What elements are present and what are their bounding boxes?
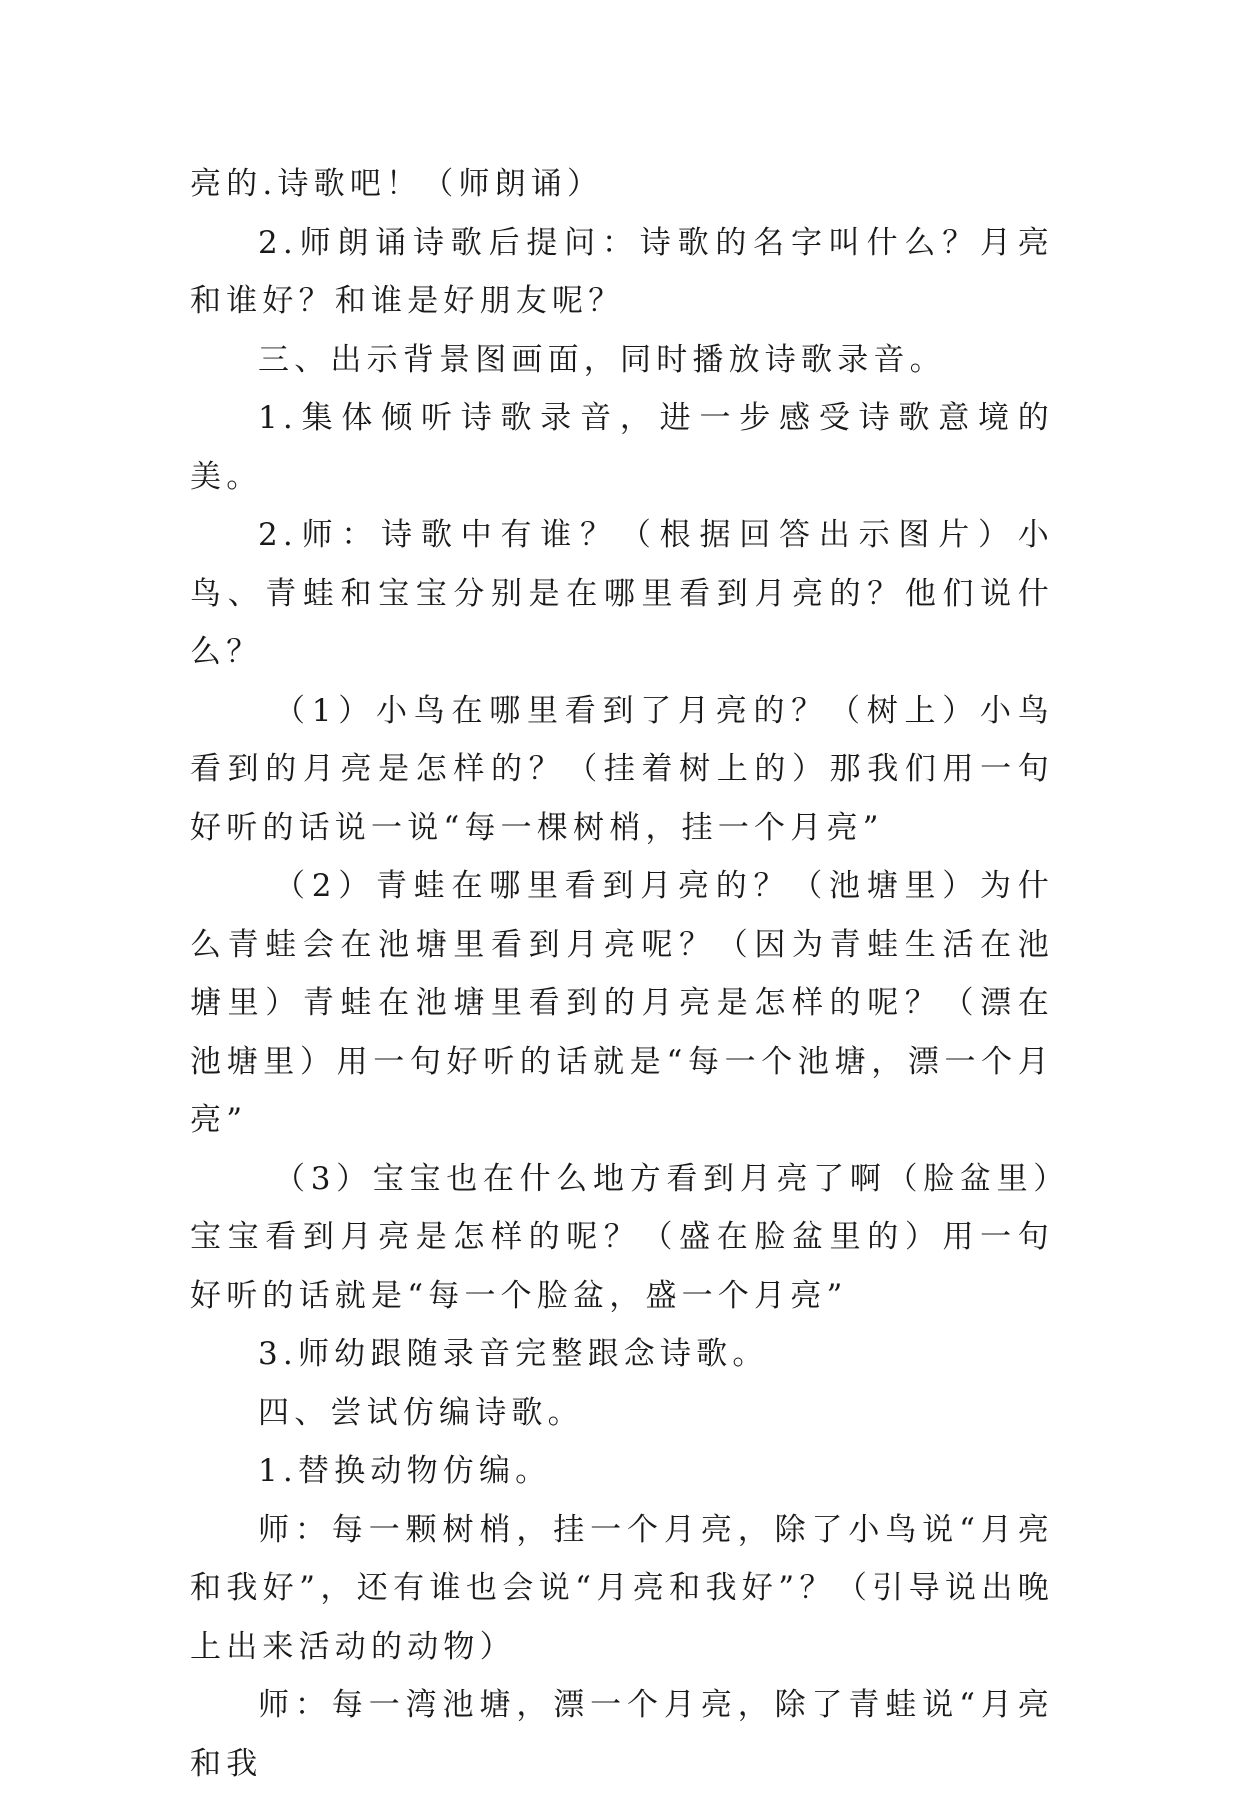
paragraph-baby: （3）宝宝也在什么地方看到月亮了啊（脸盆里）宝宝看到月亮是怎样的呢？（盛在脸盆里的）用一句好听的话就是“每一个脸盆，盛一个月亮” bbox=[190, 1160, 1054, 1314]
paragraph-question: 2.师朗诵诗歌后提问：诗歌的名字叫什么？月亮和谁好？和谁是好朋友呢？ bbox=[190, 224, 1054, 319]
paragraph-continuation: 亮的.诗歌吧！（师朗诵） bbox=[190, 166, 604, 202]
paragraph-listen: 1.集体倾听诗歌录音，进一步感受诗歌意境的美。 bbox=[190, 400, 1054, 495]
paragraph-frog: （2）青蛙在哪里看到月亮的？（池塘里）为什么青蛙会在池塘里看到月亮呢？（因为青蛙生活在池塘里）青蛙在池塘里看到的月亮是怎样的呢？（漂在池塘里）用一句好听的话就是“每一个池塘，漂一个月亮” bbox=[190, 868, 1054, 1138]
paragraph-who-in-poem: 2.师：诗歌中有谁？（根据回答出示图片）小鸟、青蛙和宝宝分别是在哪里看到月亮的？他们说什么？ bbox=[190, 517, 1054, 670]
paragraph-replace-animals: 1.替换动物仿编。 bbox=[258, 1453, 552, 1489]
paragraph-teacher-pond: 师：每一湾池塘，漂一个月亮，除了青蛙说“月亮和我 bbox=[190, 1687, 1054, 1782]
section-heading-3: 三、出示背景图画面，同时播放诗歌录音。 bbox=[258, 341, 946, 378]
paragraph-teacher-tree: 师：每一颗树梢，挂一个月亮，除了小鸟说“月亮和我好”，还有谁也会说“月亮和我好”？（引导说出晚上出来活动的动物） bbox=[190, 1511, 1054, 1665]
section-heading-4: 四、尝试仿编诗歌。 bbox=[258, 1394, 584, 1431]
paragraph-recite-along: 3.师幼跟随录音完整跟念诗歌。 bbox=[258, 1336, 769, 1372]
paragraph-bird: （1）小鸟在哪里看到了月亮的？（树上）小鸟看到的月亮是怎样的？（挂着树上的）那我们用一句好听的话说一说“每一棵树梢，挂一个月亮” bbox=[190, 692, 1054, 846]
document-body bbox=[190, 155, 1054, 1793]
